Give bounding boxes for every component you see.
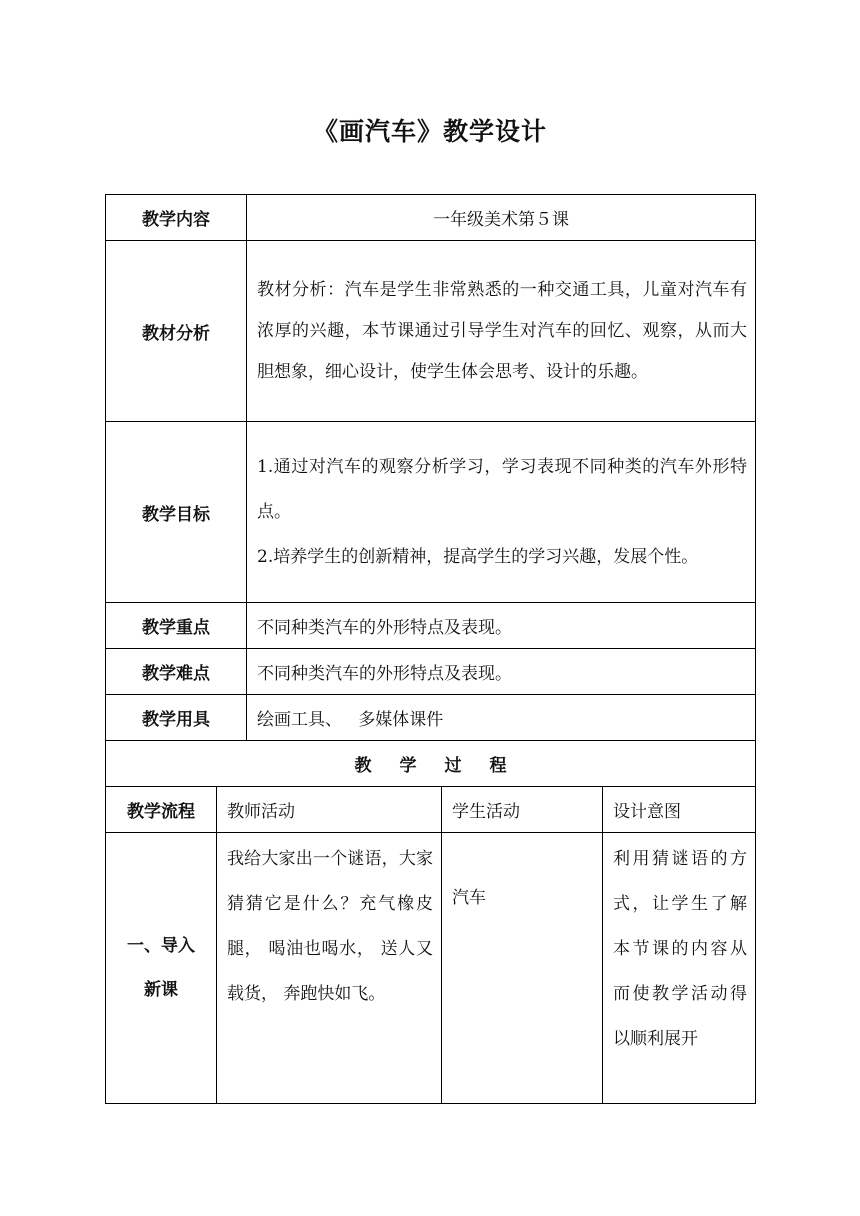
row-content: [106, 195, 756, 241]
header-intent: 设计意图: [603, 787, 756, 833]
row-analysis: [106, 241, 756, 422]
label-goals: 教学目标: [106, 422, 247, 603]
row-tools: [106, 695, 756, 741]
row-stage1: [106, 833, 756, 1104]
value-content: 一年级美术第５课: [247, 195, 756, 241]
value-analysis: [247, 241, 756, 422]
row-goals: [106, 422, 756, 603]
lesson-plan-table: [105, 194, 756, 1104]
page-title: 《画汽车》教学设计: [312, 117, 547, 146]
label-key: 教学重点: [106, 603, 247, 649]
value-difficulty: 不同种类汽车的外形特点及表现。: [247, 649, 756, 695]
stage1-teacher: 我给大家出一个谜语，大家猜猜它是什么？充气橡皮腿， 喝油也喝水， 送人又载货， 奔跑快如飞。: [217, 833, 442, 1104]
value-tools: 绘画工具、 多媒体课件: [247, 695, 756, 741]
stage1-student: 汽车: [442, 833, 603, 1104]
stage1-flow: 一、导入新课: [106, 833, 217, 1104]
label-difficulty: 教学难点: [106, 649, 247, 695]
process-heading: 教学过程: [106, 741, 756, 787]
row-process-headers: [106, 787, 756, 833]
label-analysis: 教材分析: [106, 241, 247, 422]
stage1-intent: 利用猜谜语的方式，让学生了解本节课的内容从而使教学活动得以顺利展开: [603, 833, 756, 1104]
label-tools: 教学用具: [106, 695, 247, 741]
row-process-heading: [106, 741, 756, 787]
header-teacher: 教师活动: [217, 787, 442, 833]
header-flow: 教学流程: [106, 787, 217, 833]
goal-item: 2.培养学生的创新精神，提高学生的学习兴趣，发展个性。: [257, 546, 699, 567]
header-student: 学生活动: [442, 787, 603, 833]
goal-item: 1.通过对汽车的观察分析学习，学习表现不同种类的汽车外形特点。: [257, 456, 748, 522]
row-difficulty: [106, 649, 756, 695]
row-key: [106, 603, 756, 649]
value-key: 不同种类汽车的外形特点及表现。: [247, 603, 756, 649]
analysis-text: 教材分析：汽车是学生非常熟悉的一种交通工具，儿童对汽车有浓厚的兴趣，本节课通过引导学生对汽车的回忆、观察，从而大胆想象，细心设计，使学生体会思考、设计的乐趣。: [257, 279, 748, 382]
label-content: 教学内容: [106, 195, 247, 241]
value-goals: [247, 422, 756, 603]
